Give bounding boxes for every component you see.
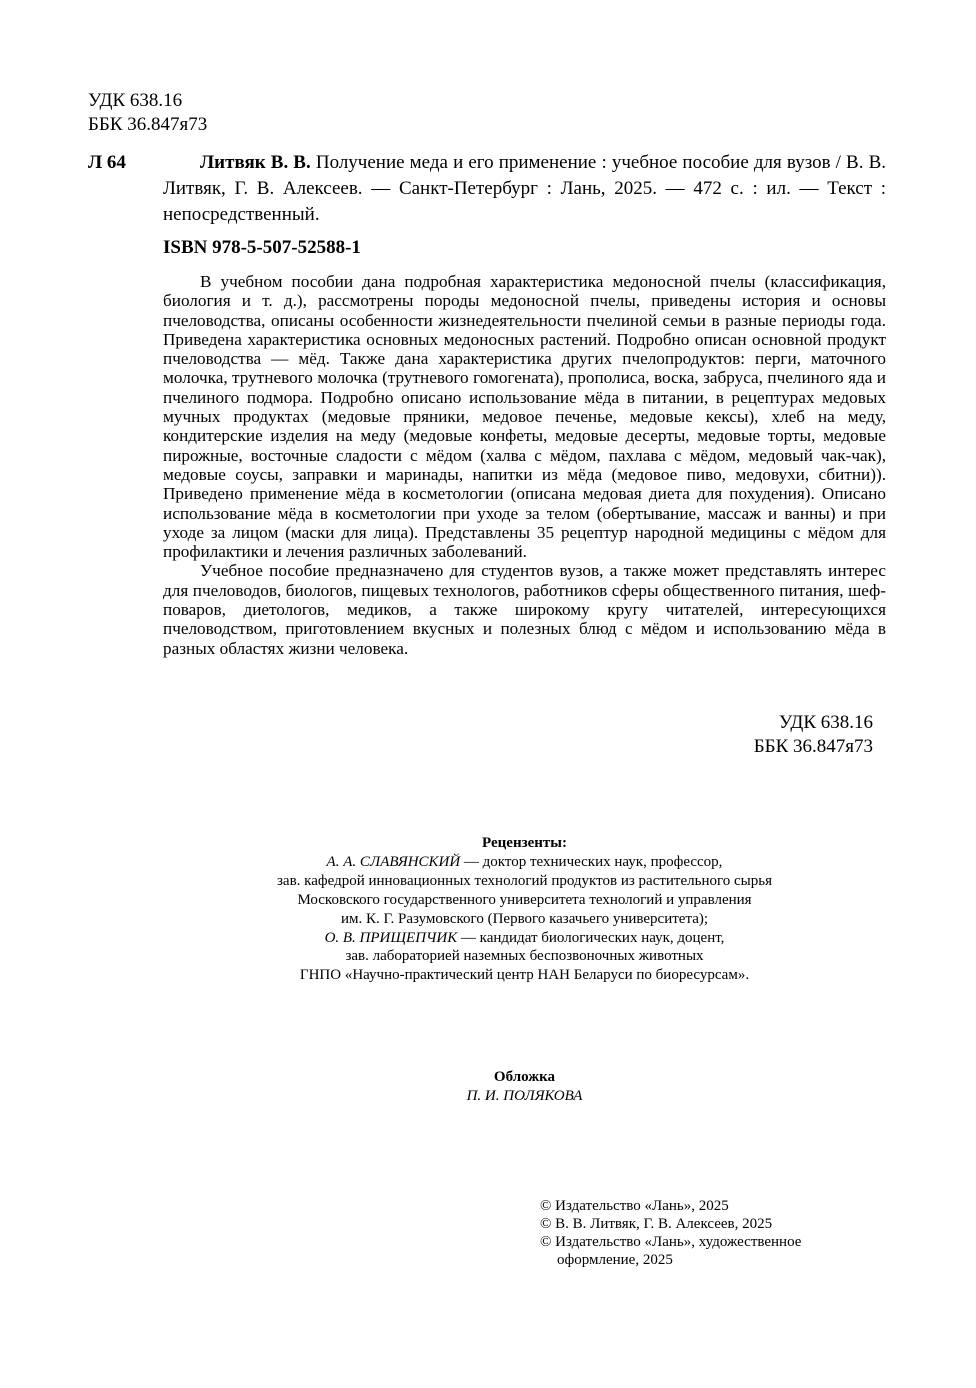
copyright-line: © Издательство «Лань», художественное: [540, 1234, 802, 1250]
bibliographic-record: [163, 150, 886, 228]
reviewer-line: О. В. ПРИЩЕПЧИК — кандидат биологических наук, доцент,: [324, 929, 725, 946]
udk-bbk-top: [88, 89, 207, 137]
udk-bbk-bottom: [740, 711, 873, 759]
cover-heading: Обложка: [493, 1069, 556, 1085]
annotation-paragraph: Учебное пособие предназначено для студентов вузов, а также может представлять интерес для пчеловодов, биологов, пищевых технологов, работников сферы общественного питания, шеф-поваров, диетологов, медиков, а также широкому кругу читателей, интересующихся пчеловодством, приготовлением вкусных и полезных блюд с мёдом и использованию мёда в разных областях жизни человека.: [163, 561, 886, 658]
author-name: Литвяк В. В.: [200, 152, 311, 173]
reviewer-line: зав. кафедрой инновационных технологий продуктов из растительного сырья: [277, 872, 772, 889]
reviewer-name: О. В. ПРИЩЕПЧИК: [324, 929, 458, 946]
reviewers-block: [163, 834, 886, 985]
cover-designer: П. И. ПОЛЯКОВА: [466, 1088, 583, 1104]
copyright-line: © В. В. Литвяк, Г. В. Алексеев, 2025: [540, 1216, 773, 1232]
isbn: ISBN 978-5-507-52588-1: [163, 237, 361, 258]
bbk-code: ББК 36.847я73: [88, 114, 208, 135]
bbk-code: ББК 36.847я73: [753, 736, 873, 757]
annotation: [163, 272, 886, 658]
reviewer-line: зав. лабораторией наземных беспозвоночных животных: [345, 948, 704, 965]
reviewer-line: А. А. СЛАВЯНСКИЙ — доктор технических наук, профессор,: [326, 853, 723, 870]
copyright-line: © Издательство «Лань», 2025: [540, 1198, 729, 1214]
copyright-notices: [540, 1197, 860, 1269]
reviewer-name: А. А. СЛАВЯНСКИЙ: [326, 853, 461, 870]
author-sign: Л 64: [88, 152, 126, 173]
reviewers-heading: Рецензенты:: [482, 835, 567, 851]
copyright-line-continued: оформление, 2025: [557, 1252, 673, 1268]
reviewer-line: им. К. Г. Разумовского (Первого казачьего университета);: [340, 910, 709, 927]
reviewer-line: ГНПО «Научно-практический центр НАН Беларуси по биоресурсам».: [299, 967, 750, 984]
annotation-paragraph: В учебном пособии дана подробная характеристика медоносной пчелы (классификация, биология и т. д.), рассмотрены породы медоносной пчелы, приведены история и основы пчеловодства, описаны особенности жизнедеятельности пчелиной семьи в разные периоды года. Приведена характеристика основных медоносных растений. Подробно описан основной продукт пчеловодства — мёд. Также дана характеристика других пчелопродуктов: перги, маточного молочка, трутневого молочка (трутневого гомогената), прополиса, воска, забруса, пчелиного яда и пчелиного подмора. Подробно описано использование мёда в питании, в рецептурах медовых мучных продуктах (медовые пряники, медовое печенье, медовые кексы), хлеб на меду, кондитерские изделия на меду (медовые конфеты, медовые десерты, медовые торты, медовые пирожные, восточные сладости с мёдом (халва с мёдом, пахлава с мёдом, медовый чак-чак), медовые соусы, заправки и маринады, напитки из мёда (медовое пиво, медовухи, сбитни)). Приведено применение мёда в косметологии (описана медовая диета для похудения). Описано использование мёда в косметологии при уходе за телом (обертывание, массаж и ванны) и при уходе за лицом (маски для лица). Представлены 35 рецептур народной медицины с мёдом для профилактики и лечения различных заболеваний.: [163, 272, 886, 562]
cover-credit: [163, 1068, 886, 1106]
reviewer-line: Московского государственного университета технологий и управления: [297, 891, 752, 908]
bibliographic-description: Получение меда и его применение : учебное пособие для вузов / В. В. Литвяк, Г. В. Алексеев. — Санкт-Петербург : Лань, 2025. — 472 с. : ил. — Текст : непосредственный.: [163, 152, 886, 225]
udk-code: УДК 638.16: [88, 90, 183, 111]
udk-code: УДК 638.16: [778, 712, 873, 733]
